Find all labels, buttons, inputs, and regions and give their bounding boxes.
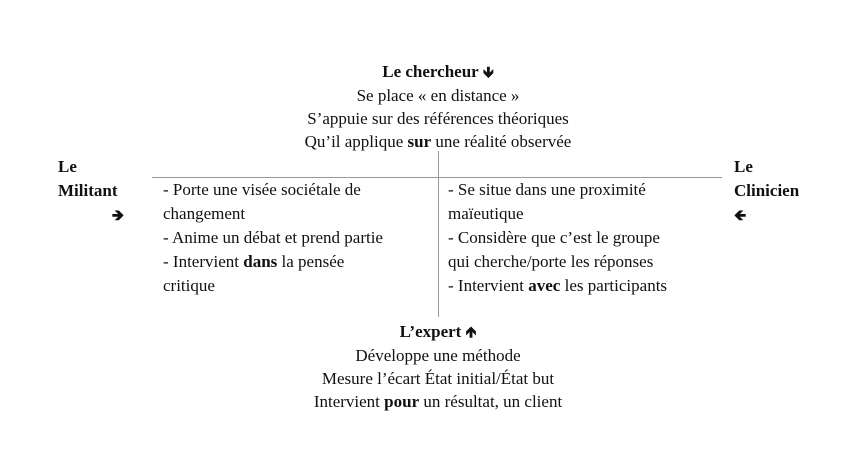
- right-item-3: [448, 274, 718, 298]
- chercheur-block: [238, 60, 638, 153]
- militant-label: [58, 155, 138, 227]
- right-item-3-part-c: les participants: [560, 276, 668, 295]
- clinicien-line-1: Le: [734, 157, 753, 176]
- expert-line-3-part-c: un résultat, un client: [419, 392, 563, 411]
- arrow-up-icon: 🡹: [465, 323, 477, 341]
- left-item-3-part-c: la pensée: [277, 252, 345, 271]
- left-item-2: - Anime un débat et prend partie: [163, 228, 383, 247]
- left-item-3: [163, 250, 433, 274]
- left-quadrant: [163, 178, 433, 298]
- right-item-1-line-2: maïeutique: [448, 204, 524, 223]
- right-item-2-line-1: - Considère que c’est le groupe: [448, 228, 660, 247]
- clinicien-label: [734, 155, 824, 227]
- militant-line-2: Militant: [58, 181, 118, 200]
- right-item-1-line-1: - Se situe dans une proximité: [448, 180, 646, 199]
- chercheur-line-3-part-c: une réalité observée: [431, 132, 572, 151]
- chercheur-line-3: [238, 130, 638, 153]
- chercheur-line-2: S’appuie sur des références théoriques: [307, 109, 569, 128]
- vertical-axis: [438, 151, 439, 317]
- expert-line-3-part-a: Intervient: [313, 392, 385, 411]
- right-item-3-part-a: - Intervient: [448, 276, 529, 295]
- expert-line-1: Développe une méthode: [355, 346, 521, 365]
- expert-line-2: Mesure l’écart État initial/État but: [321, 369, 555, 388]
- arrow-right-icon: 🡺: [111, 206, 124, 224]
- expert-title: L’expert: [399, 322, 462, 341]
- right-item-3-emphasis: avec: [528, 276, 561, 295]
- expert-block: [238, 320, 638, 413]
- right-quadrant: [448, 178, 718, 298]
- chercheur-line-3-part-a: Qu’il applique: [304, 132, 408, 151]
- expert-title-line: [238, 320, 638, 344]
- expert-line-3-emphasis: pour: [384, 392, 420, 411]
- chercheur-line-3-emphasis: sur: [407, 132, 432, 151]
- right-item-2-line-2: qui cherche/porte les réponses: [448, 252, 654, 271]
- left-item-3-line-2: critique: [163, 276, 215, 295]
- arrow-down-icon: 🡻: [482, 63, 494, 81]
- chercheur-title: Le chercheur: [382, 62, 479, 81]
- clinicien-line-2: Clinicien: [734, 181, 800, 200]
- left-item-3-emphasis: dans: [243, 252, 278, 271]
- left-item-3-part-a: - Intervient: [163, 252, 244, 271]
- arrow-left-icon: 🡸: [734, 206, 747, 224]
- militant-line-1: Le: [58, 157, 77, 176]
- chercheur-line-1: Se place « en distance »: [356, 86, 520, 105]
- left-item-1-line-2: changement: [163, 204, 246, 223]
- expert-line-3: [238, 390, 638, 413]
- chercheur-title-line: [238, 60, 638, 84]
- left-item-1-line-1: - Porte une visée sociétale de: [163, 180, 361, 199]
